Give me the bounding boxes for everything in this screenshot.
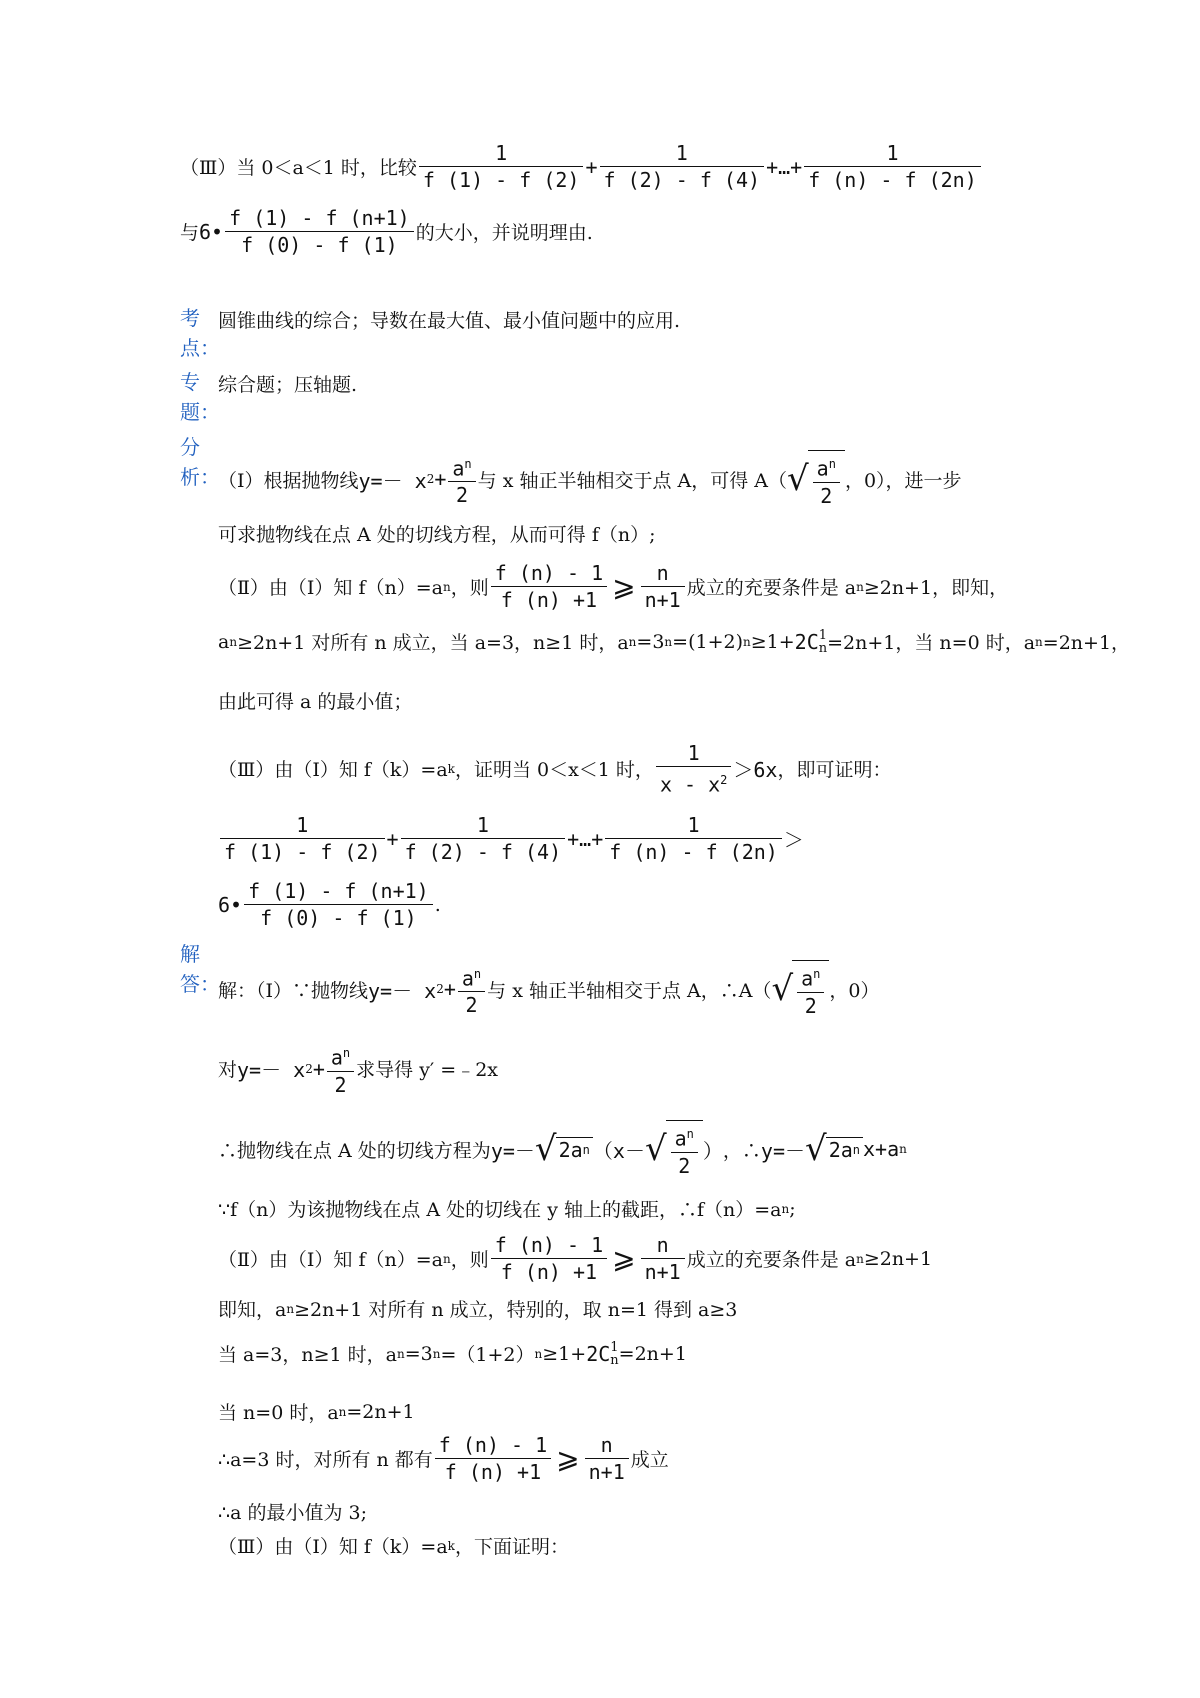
fenxi-label-1: 分 [180, 435, 200, 459]
sqrt-an-over-2: √ $\frac{a^n}{2}$ [787, 450, 845, 509]
fenxi-line2: 可求抛物线在点 A 处的切线方程，从而可得 f（n）; [218, 524, 656, 546]
jieda-line4: ∵f（n）为该抛物线在点 A 处的切线在 y 轴上的截距，∴f（n）=a n ; [218, 1197, 796, 1221]
part3-question-line1: （Ⅲ）当 0＜a＜1 时，比较 $\frac{1}{f (1) - f (2)}$ + $\frac{1}{f (2) - f (4)}$ +…+ $\frac{1}{f (n) - f (2n)}$ [180, 140, 983, 193]
zhuanti-label-2: 题： [180, 400, 220, 424]
jieda-line10: ∴a 的最小值为 3; [218, 1502, 367, 1524]
jieda-line6: 即知，a n ≥2n+1 对所有 n 成立，特别的，取 n=1 得到 a≥3 [218, 1299, 738, 1321]
jieda-line5: （Ⅱ）由（Ⅰ）知 f（n）=a n ，则 $\frac{f (n) - 1}{f (n) +1}$ ⩾ $\frac{n}{n+1}$ 成立的充要条件是 a n ≥2n+1 [218, 1233, 933, 1284]
kaodian-text: 圆锥曲线的综合；导数在最大值、最小值问题中的应用. [218, 310, 681, 332]
jieda-line9: ∴a=3 时，对所有 n 都有 $\frac{f (n) - 1}{f (n) +1}$ ⩾ $\frac{n}{n+1}$ 成立 [218, 1433, 669, 1484]
jieda-line8: 当 n=0 时，a n =2n+1 [218, 1400, 415, 1424]
fenxi-line6: （Ⅲ）由（Ⅰ）知 f（k）=a k ，证明当 0＜x＜1 时， $\frac{1}{x - x^2}$ ＞6x ，即可证明： [218, 741, 892, 797]
fenxi-label-2: 析： [180, 465, 220, 489]
fenxi-line3: （Ⅱ）由（Ⅰ）知 f（n）=a n ，则 $\frac{f (n) - 1}{f (n) +1}$ ⩾ $\frac{n}{n+1}$ 成立的充要条件是 a n ≥2n+1，即知， [218, 561, 1009, 612]
jieda-label-1: 解 [180, 942, 200, 966]
fenxi-line5: 由此可得 a 的最小值； [218, 691, 413, 713]
fenxi-line8: 6• $\frac{f (1) - f (n+1)}{f (0) - f (1)}$ . [218, 879, 441, 930]
fenxi-line1: （Ⅰ）根据抛物线 y=－ x 2 + $\frac{a^n}{2}$ 与 x 轴正半轴相交于点 A，可得 A（ √ $\frac{a^n}{2}$ ，0），进一步 [218, 450, 962, 509]
fenxi-line7: $\frac{1}{f (1) - f (2)}$ + $\frac{1}{f (2) - f (4)}$ +…+ $\frac{1}{f (n) - f (2n)}$ ＞ [218, 812, 804, 865]
fenxi-line4: a n ≥2n+1 对所有 n 成立，当 a=3，n≥1 时，a n =3 n =(1+2) n ≥1+ 2C 1 n =2n+1，当 n=0 时，a n =2n+1， [218, 627, 1131, 656]
part3-prefix: （Ⅲ）当 0＜a＜1 时，比较 [180, 157, 417, 179]
fraction-2: $\frac{1}{f (2) - f (4)}$ [600, 140, 765, 193]
kaodian-label-1: 考 [180, 306, 200, 330]
kaodian-label-2: 点： [180, 336, 220, 360]
zhuanti-text: 综合题；压轴题. [218, 374, 358, 396]
jieda-line2: 对 y=－ x 2 + $\frac{a^n}{2}$ 求导得 y′ =﹣2x [218, 1045, 499, 1097]
jieda-line11: （Ⅲ）由（Ⅰ）知 f（k）=a k ，下面证明： [218, 1536, 569, 1558]
fraction-g: $\frac{f (1) - f (n+1)}{f (0) - f (1)}$ [225, 205, 414, 258]
geq-symbol: ⩾ [612, 570, 636, 603]
fraction-3: $\frac{1}{f (n) - f (2n)}$ [804, 140, 981, 193]
jieda-label-2: 答： [180, 972, 220, 996]
zhuanti-label-1: 专 [180, 370, 200, 394]
part3-question-line2: 与 6• $\frac{f (1) - f (n+1)}{f (0) - f (1)}$ 的大小，并说明理由. [180, 206, 593, 257]
jieda-line3: ∴抛物线在点 A 处的切线方程为 y=－ √ 2a n （x－ √ $\frac{a^n}{2}$ ） ，∴ y=－ √ 2a n x+a n [218, 1120, 907, 1179]
fraction-1: $\frac{1}{f (1) - f (2)}$ [419, 140, 584, 193]
jieda-line7: 当 a=3，n≥1 时，a n =3 n =（1+2） n ≥1+ 2C 1 n =2n+1 [218, 1339, 687, 1368]
jieda-line1: 解：（Ⅰ）∵抛物线 y=－ x 2 + $\frac{a^n}{2}$ 与 x 轴正半轴相交于点 A，∴A（ √ $\frac{a^n}{2}$ ，0） [218, 960, 879, 1019]
